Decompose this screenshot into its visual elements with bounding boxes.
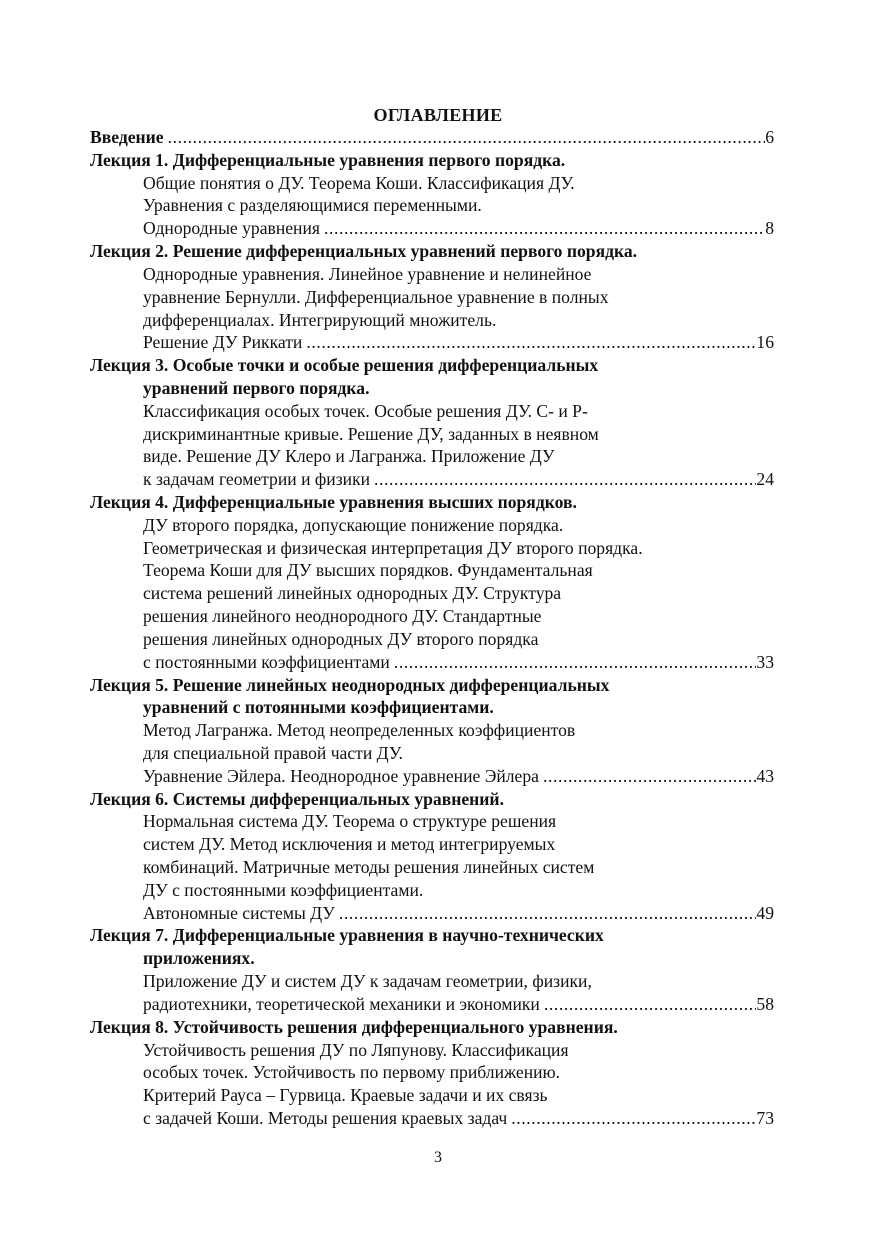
toc-line-text: виде. Решение ДУ Клеро и Лагранжа. Приложение ДУ bbox=[143, 446, 555, 467]
toc-line-text: уравнений с потоянными коэффициентами. bbox=[143, 697, 494, 718]
toc-line-text: Лекция 7. Дифференциальные уравнения в научно-технических bbox=[90, 925, 604, 946]
toc-heading-line bbox=[90, 1016, 774, 1039]
toc-entry-line bbox=[90, 537, 774, 560]
toc-entry-line bbox=[90, 1061, 774, 1084]
toc-entry-line bbox=[90, 582, 774, 605]
toc-entry-line bbox=[90, 1107, 774, 1130]
toc-heading bbox=[90, 126, 774, 149]
toc-line-text: Однородные уравнения bbox=[143, 218, 320, 239]
toc-entry bbox=[90, 1039, 774, 1130]
toc-line-text: Уравнение Эйлера. Неоднородное уравнение Эйлера bbox=[143, 765, 539, 786]
toc-line-text: ДУ второго порядка, допускающие понижение порядка. bbox=[143, 514, 564, 535]
toc-entry-line bbox=[90, 879, 774, 902]
toc-line-text: Приложение ДУ и систем ДУ к задачам геометрии, физики, bbox=[143, 971, 592, 992]
toc-entry-line bbox=[90, 468, 774, 491]
toc-entry-line bbox=[90, 331, 774, 354]
toc-line-text: Лекция 4. Дифференциальные уравнения высших порядков. bbox=[90, 492, 577, 512]
toc-page-number: 43 bbox=[756, 765, 774, 786]
toc-line-text: комбинаций. Матричные методы решения линейных систем bbox=[143, 857, 595, 877]
page-number: 3 bbox=[434, 1149, 442, 1166]
toc-heading bbox=[90, 240, 774, 263]
toc-entry bbox=[90, 514, 774, 674]
toc-line-text: Лекция 1. Дифференциальные уравнения первого порядка. bbox=[90, 149, 566, 170]
toc-entry bbox=[90, 719, 774, 787]
toc-entry-line bbox=[90, 286, 774, 309]
toc-line-text: Общие понятия о ДУ. Теорема Коши. Классификация ДУ. bbox=[143, 172, 575, 193]
toc-heading bbox=[90, 491, 774, 514]
toc-line-text: решения линейных однородных ДУ второго порядка bbox=[143, 628, 539, 649]
toc-line-text: Теорема Коши для ДУ высших порядков. Фундаментальная bbox=[143, 560, 593, 581]
toc-entry-line bbox=[90, 1039, 774, 1062]
toc-entry-line bbox=[90, 514, 774, 537]
toc-line-text: Классификация особых точек. Особые решения ДУ. С- и Р- bbox=[143, 400, 588, 421]
toc-line-text: ДУ с постоянными коэффициентами. bbox=[143, 879, 424, 900]
toc-line-text: Лекция 5. Решение линейных неоднородных дифференциальных bbox=[90, 674, 610, 695]
toc-heading bbox=[90, 924, 774, 970]
toc-page-number: 58 bbox=[756, 993, 774, 1014]
toc-entry-line bbox=[90, 217, 774, 240]
toc-entry-line bbox=[90, 651, 774, 674]
toc-heading-line bbox=[90, 788, 774, 811]
toc-line-text: Введение bbox=[90, 127, 164, 147]
toc-entry-line bbox=[90, 765, 774, 788]
toc-line-text: Метод Лагранжа. Метод неопределенных коэффициентов bbox=[143, 720, 576, 741]
toc-line-text: Лекция 2. Решение дифференциальных уравнений первого порядка. bbox=[90, 241, 638, 262]
toc-entry-line bbox=[90, 833, 774, 856]
toc-line-text: Геометрическая и физическая интерпретация ДУ второго порядка. bbox=[143, 537, 643, 558]
toc-entry-line bbox=[90, 605, 774, 628]
toc-entry-line bbox=[90, 1084, 774, 1107]
toc-line-text: уравнение Бернулли. Дифференциальное уравнение в полных bbox=[143, 286, 609, 307]
toc-page-number: 49 bbox=[756, 902, 774, 923]
dot-leader bbox=[390, 651, 757, 674]
toc-line-text: с постоянными коэффициентами bbox=[143, 651, 390, 672]
toc-entry-line bbox=[90, 628, 774, 651]
dot-leader bbox=[540, 993, 757, 1016]
toc-heading bbox=[90, 354, 774, 400]
toc-entry-line bbox=[90, 993, 774, 1016]
toc-line-text: Уравнения с разделяющимися переменными. bbox=[143, 195, 482, 216]
dot-leader bbox=[370, 468, 756, 491]
toc-line-text: Лекция 6. Системы дифференциальных уравнений. bbox=[90, 788, 504, 809]
toc-entry bbox=[90, 970, 774, 1016]
toc-line-text: особых точек. Устойчивость по первому приближению. bbox=[143, 1062, 561, 1083]
toc-entry-line bbox=[90, 742, 774, 765]
toc-heading-line bbox=[90, 947, 774, 970]
toc-entry-line bbox=[90, 263, 774, 286]
toc-heading-line bbox=[90, 149, 774, 172]
toc-line-text: с задачей Коши. Методы решения краевых задач bbox=[143, 1107, 508, 1128]
toc-entry-line bbox=[90, 559, 774, 582]
toc-entry-line bbox=[90, 445, 774, 468]
dot-leader bbox=[507, 1107, 756, 1130]
toc-line-text: к задачам геометрии и физики bbox=[143, 469, 371, 490]
toc-line-text: решения линейного неоднородного ДУ. Стандартные bbox=[143, 606, 542, 627]
toc-line-text: для специальной правой части ДУ. bbox=[143, 742, 403, 763]
toc-entry-line bbox=[90, 309, 774, 332]
toc-line-text: Критерий Рауса – Гурвица. Краевые задачи и их связь bbox=[143, 1085, 548, 1106]
toc-entry-line bbox=[90, 970, 774, 993]
dot-leader bbox=[302, 331, 756, 354]
toc-heading bbox=[90, 149, 774, 172]
toc-heading-line bbox=[90, 696, 774, 719]
table-of-contents bbox=[90, 126, 774, 1130]
toc-page-number: 16 bbox=[756, 332, 774, 353]
toc-line-text: приложениях. bbox=[143, 948, 255, 969]
toc-heading-line bbox=[90, 126, 774, 149]
toc-heading-line bbox=[90, 674, 774, 697]
toc-line-text: Устойчивость решения ДУ по Ляпунову. Классификация bbox=[143, 1039, 569, 1060]
toc-entry-line bbox=[90, 719, 774, 742]
toc-entry-line bbox=[90, 194, 774, 217]
toc-line-text: Лекция 3. Особые точки и особые решения дифференциальных bbox=[90, 355, 599, 376]
toc-line-text: дискриминантные кривые. Решение ДУ, заданных в неявном bbox=[143, 423, 599, 444]
page-title: ОГЛАВЛЕНИЕ bbox=[373, 105, 503, 125]
toc-entry bbox=[90, 810, 774, 924]
toc-page-number: 6 bbox=[765, 127, 774, 147]
toc-line-text: уравнений первого порядка. bbox=[143, 377, 370, 398]
toc-heading bbox=[90, 1016, 774, 1039]
toc-line-text: Однородные уравнения. Линейное уравнение и нелинейное bbox=[143, 263, 592, 284]
toc-heading-line bbox=[90, 924, 774, 947]
dot-leader bbox=[320, 217, 765, 240]
toc-page-number: 24 bbox=[756, 469, 774, 490]
toc-entry-line bbox=[90, 810, 774, 833]
toc-line-text: Решение ДУ Риккати bbox=[143, 332, 303, 353]
toc-page-number: 8 bbox=[765, 218, 774, 239]
toc-heading bbox=[90, 788, 774, 811]
toc-line-text: Нормальная система ДУ. Теорема о структуре решения bbox=[143, 811, 557, 832]
dot-leader bbox=[539, 765, 756, 788]
dot-leader bbox=[335, 902, 757, 925]
toc-heading-line bbox=[90, 354, 774, 377]
toc-heading-line bbox=[90, 240, 774, 263]
toc-line-text: систем ДУ. Метод исключения и метод интегрируемых bbox=[143, 834, 556, 855]
toc-heading-line bbox=[90, 377, 774, 400]
toc-entry-line bbox=[90, 400, 774, 423]
toc-entry-line bbox=[90, 423, 774, 446]
toc-line-text: радиотехники, теоретической механики и экономики bbox=[143, 993, 540, 1014]
toc-heading-line bbox=[90, 491, 774, 514]
toc-page-number: 33 bbox=[756, 651, 774, 672]
toc-entry bbox=[90, 263, 774, 354]
toc-line-text: дифференциалах. Интегрирующий множитель. bbox=[143, 309, 497, 330]
toc-entry-line bbox=[90, 856, 774, 879]
toc-line-text: Автономные системы ДУ bbox=[143, 902, 335, 923]
toc-line-text: система решений линейных однородных ДУ. Структура bbox=[143, 583, 562, 604]
dot-leader bbox=[164, 126, 766, 149]
toc-entry bbox=[90, 172, 774, 240]
toc-entry-line bbox=[90, 902, 774, 925]
toc-heading bbox=[90, 674, 774, 720]
toc-line-text: Лекция 8. Устойчивость решения дифференциального уравнения. bbox=[90, 1016, 618, 1037]
toc-page-number: 73 bbox=[756, 1107, 774, 1128]
toc-entry-line bbox=[90, 172, 774, 195]
toc-entry bbox=[90, 400, 774, 491]
